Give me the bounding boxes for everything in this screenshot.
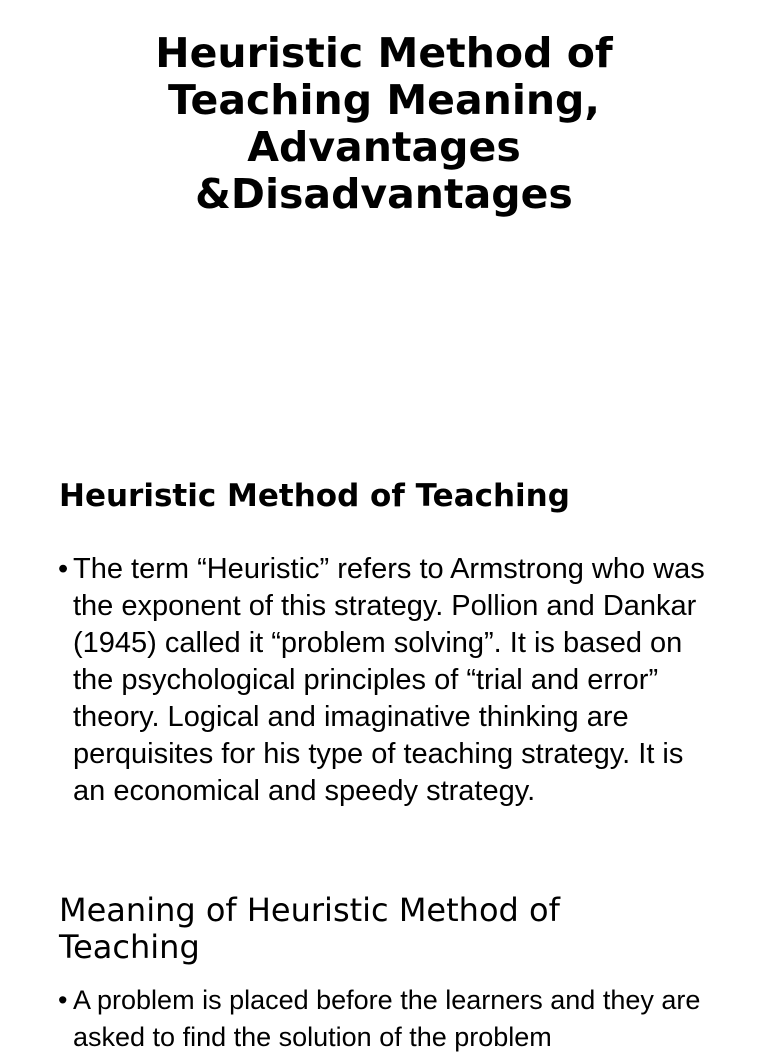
meaning-heading xyxy=(59,892,679,966)
bullet-item xyxy=(58,551,718,810)
slide-title-line: Heuristic Method of xyxy=(155,29,613,77)
bullet-dot: • xyxy=(58,985,68,1015)
bullet-text: A problem is placed before the learners and they are asked to find the solution of the problem xyxy=(73,985,701,1052)
bullet-item xyxy=(58,982,738,1056)
slide-title xyxy=(90,30,678,218)
bullet-dot: • xyxy=(58,553,69,585)
meaning-heading-line: Teaching xyxy=(59,928,200,966)
meaning-heading-line: Meaning of Heuristic Method of xyxy=(59,891,560,929)
section-heading: Heuristic Method of Teaching xyxy=(59,478,570,514)
slide-title-line: Advantages xyxy=(247,123,521,171)
slide-title-line: Teaching Meaning, xyxy=(168,76,600,124)
slide-title-line: &Disadvantages xyxy=(195,170,573,218)
bullet-text: The term “Heuristic” refers to Armstrong who was the exponent of this strategy. Pollion and Dankar (1945) called it “problem solving”. It is based on the psychological principles of “trial and error” theory. Logical and imaginative thinking are perquisites for his type of teaching strategy. It is an economical and speedy strategy. xyxy=(73,553,705,807)
